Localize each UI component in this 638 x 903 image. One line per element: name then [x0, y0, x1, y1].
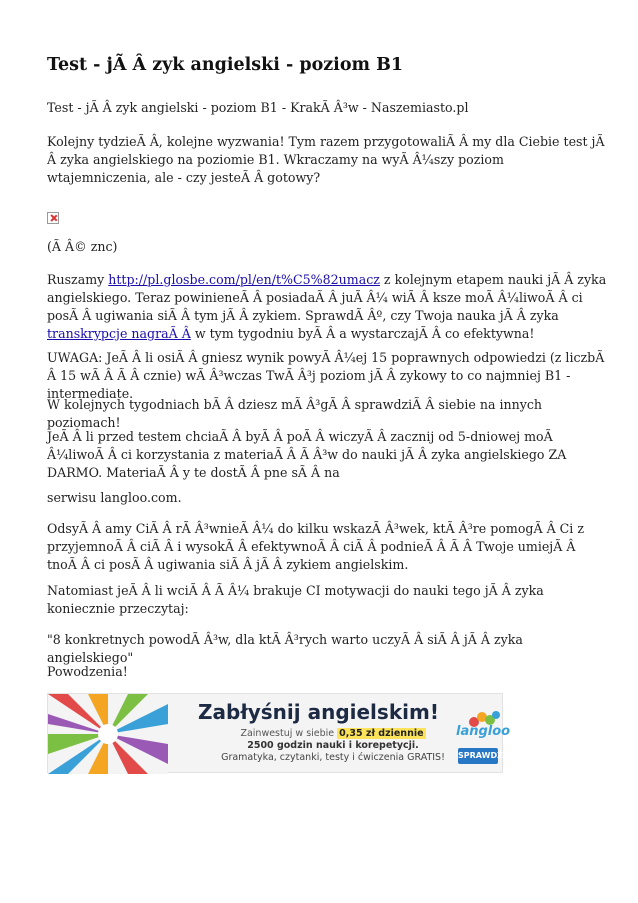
closing-text: Powodzenia!	[47, 664, 128, 679]
banner-line-3: Gramatyka, czytanki, testy i ćwiczenia GRATIS!	[221, 752, 445, 763]
warning-paragraph: UWAGA: JeÃ Â li osiÃ Â gniesz wynik powyÃ Â¼ej 15 poprawnych odpowiedzi (z liczbÃ Â 15 wÃ Â Ã Â cznie) wÃ Â³wczas TwÃ Â³j poziom jÃ Â zykowy to co najmniej B1 - intermediate.	[47, 350, 605, 401]
price-highlight: 0,35 zł dziennie	[339, 728, 424, 739]
quote-paragraph: "8 konkretnych powodÃ Â³w, dla ktÃ Â³rych warto uczyÃ Â siÃ Â jÃ Â zyka angielskiego"	[47, 632, 523, 665]
paragraph-glosbe	[47, 271, 607, 343]
next-weeks-paragraph: W kolejnych tygodniach bÃ Â dziesz mÃ Â³gÃ Â sprawdziÃ Â siebie na innych poziomach!	[47, 397, 543, 430]
motivation-paragraph: Natomiast jeÃ Â li wciÃ Â Ã Â¼ brakuje CI motywacji do nauki tego jÃ Â zyka koniecznie przeczytaj:	[47, 583, 544, 616]
broken-image-icon	[47, 212, 59, 224]
burst-graphic	[48, 694, 168, 774]
banner-line-1-text: Zainwestuj w siebie	[240, 728, 338, 739]
sprawdz-button[interactable]: SPRAWDŹ >	[458, 748, 498, 764]
banner-line-1	[208, 728, 458, 739]
langloo-banner[interactable]	[47, 693, 513, 773]
page-title: Test - jÃ Â zyk angielski - poziom B1	[47, 55, 404, 75]
copyright-text: (Ã Â© znc)	[47, 239, 118, 254]
subtitle: Test - jÃ Â zyk angielski - poziom B1 - KrakÃ Â³w - Naszemiasto.pl	[47, 100, 469, 115]
glosbe-link[interactable]: http://pl.glosbe.com/pl/en/t%C5%82umacz	[108, 272, 380, 287]
p1-after: z kolejnym etapem nauki jÃ Â zyka angielskiego. Teraz powinieneÃ Â posiadaÃ Â juÃ Â¼ wiÃ Â ksze moÃ Â¼liwoÃ Â ci posÃ Â ugiwania siÃ Â tym jÃ Â zykiem. SprawdÃ Âº, czy Twoja nauka jÃ Â zyka	[47, 272, 607, 323]
tips-paragraph: OdsyÃ Â amy CiÃ Â rÃ Â³wnieÃ Â¼ do kilku wskazÃ Â³wek, ktÃ Â³re pomogÃ Â Ci z przyjemnoÃ Â ciÃ Â i wysokÃ Â efektywnoÃ Â ciÃ Â podnieÃ Â Ã Â Twoje umiejÃ Â tnoÃ Â ci posÃ Â ugiwania siÃ Â jÃ Â zykiem angielskim.	[47, 521, 584, 572]
p1-after2: w tym tygodniu byÃ Â a wystarczajÃ Â co efektywna!	[190, 326, 535, 341]
p1-before: Ruszamy	[47, 272, 109, 287]
banner-headline: Zabłyśnij angielskim!	[198, 700, 439, 724]
transkrypcje-link[interactable]: transkrypcje nagraÃ Â	[47, 326, 191, 341]
intro-paragraph: Kolejny tydzieÃ Â, kolejne wyzwania! Tym razem przygotowaliÃ Â my dla Ciebie test jÃ Â zyka angielskiego na poziomie B1. Wkraczamy na wyÃ Â¼szy poziom wtajemniczenia, ale - czy jesteÃ Â gotowy?	[47, 134, 605, 185]
site-paragraph: serwisu langloo.com.	[47, 490, 182, 505]
langloo-logo-text: langloo	[456, 724, 511, 739]
course-paragraph: JeÃ Â li przed testem chciaÃ Â byÃ Â poÃ Â wiczyÃ Â zacznij od 5-dniowej moÃ Â¼liwoÃ Â ci korzystania z materiaÃ Â Ã Â³w do nauki jÃ Â zyka angielskiego ZA DARMO. MateriaÃ Â y te dostÃ Â pne sÃ Â na	[47, 429, 567, 480]
banner-line-2: 2500 godzin nauki i korepetycji.	[247, 740, 419, 751]
